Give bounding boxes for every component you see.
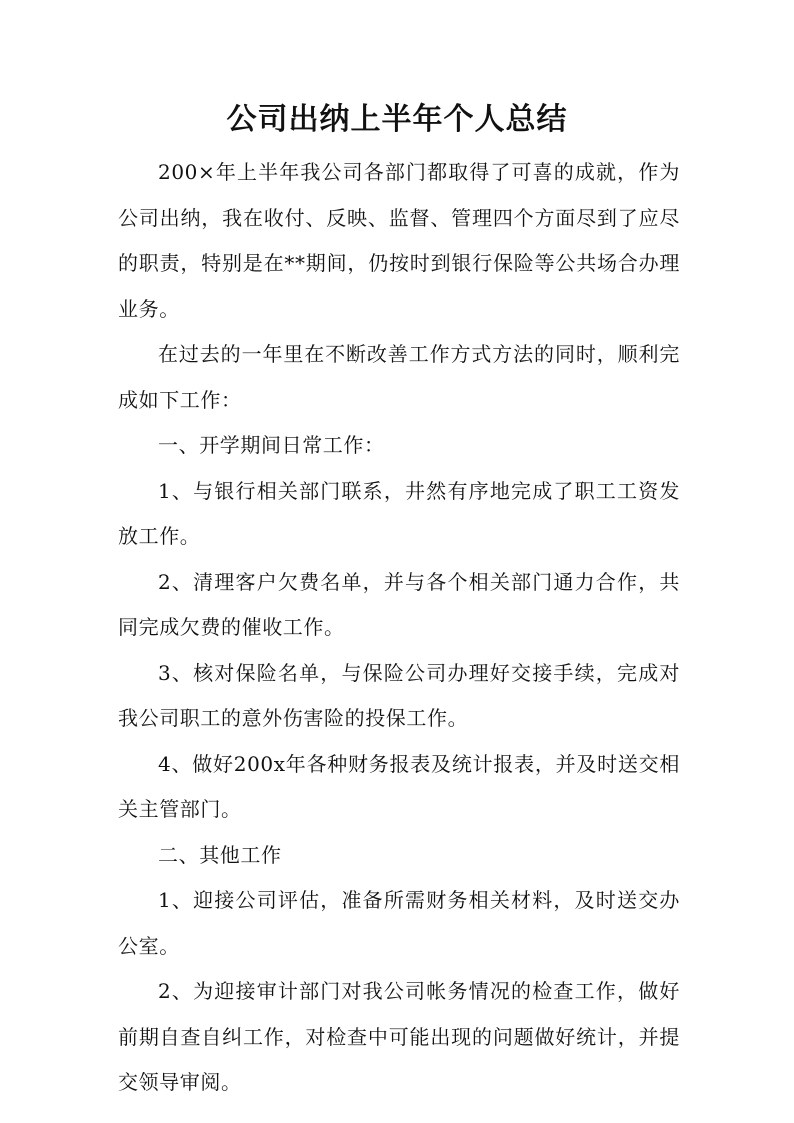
- list-item-audit: 2、为迎接审计部门对我公司帐务情况的检查工作，做好前期自查自纠工作，对检查中可能出现的问题做好统计，并提交领导审阅。: [118, 979, 680, 1094]
- list-item-arrears: 2、清理客户欠费名单，并与各个相关部门通力合作，共同完成欠费的催收工作。: [118, 569, 680, 639]
- section-heading-daily-work: 一、开学期间日常工作：: [158, 433, 385, 457]
- list-item-evaluation: 1、迎接公司评估，准备所需财务相关材料，及时送交办公室。: [118, 888, 680, 958]
- list-item-salary: 1、与银行相关部门联系，井然有序地完成了职工工资发放工作。: [118, 478, 680, 548]
- list-item-insurance: 3、核对保险名单，与保险公司办理好交接手续，完成对我公司职工的意外伤害险的投保工作。: [118, 660, 680, 730]
- paragraph-summary: 在过去的一年里在不断改善工作方式方法的同时，顺利完成如下工作：: [118, 342, 680, 412]
- document-title: 公司出纳上半年个人总结: [226, 102, 568, 137]
- section-heading-other-work: 二、其他工作: [158, 842, 282, 867]
- paragraph-intro: 200×年上半年我公司各部门都取得了可喜的成就，作为公司出纳，我在收付、反映、监督、管理四个方面尽到了应尽的职责，特别是在**期间，仍按时到银行保险等公共场合办理业务。: [118, 160, 680, 321]
- document-body: [118, 150, 680, 1106]
- list-item-reports: 4、做好200x年各种财务报表及统计报表，并及时送交相关主管部门。: [118, 751, 680, 821]
